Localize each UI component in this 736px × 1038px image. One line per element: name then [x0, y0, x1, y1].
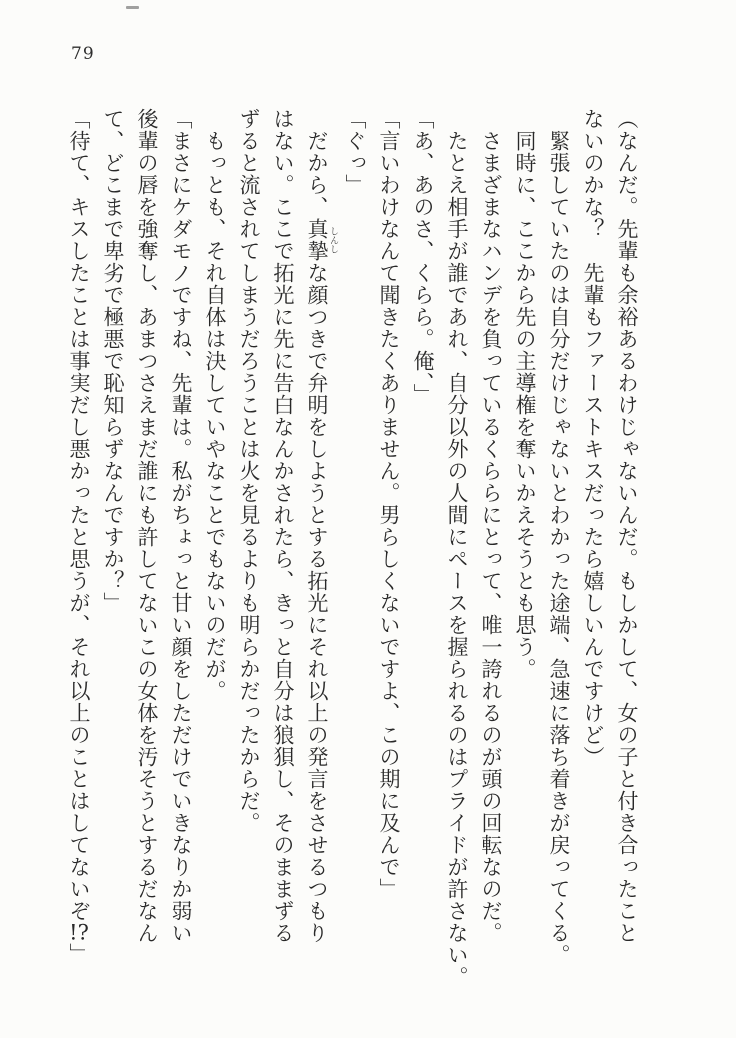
- text-line: （なんだ。先輩も余裕あるわけじゃないんだ。もしかして、女の子と付き合ったこと: [615, 108, 639, 944]
- text-line: ないのかな？ 先輩もファーストキスだったら嬉しいんですけど）: [581, 108, 605, 768]
- text-line: 「言いわけなんて聞きたくありません。男らしくないですよ、この期に及んで」: [377, 108, 401, 900]
- text-line: て、どこまで卑劣で極悪で恥知らずなんですか？」: [101, 108, 125, 614]
- scan-artifact-mark: [126, 6, 139, 9]
- text-line: 「まさにケダモノですね、先輩は。私がちょっと甘い顔をしただけでいきなりか弱い: [169, 108, 193, 944]
- page-body: [62, 108, 644, 992]
- text-line: さまざまなハンデを負っているくららにとって、唯一誇れるのが頭の回転なのだ。: [479, 130, 503, 944]
- tate-chu-yoko: !?: [69, 922, 89, 943]
- text-line: 同時に、ここから先の主導権を奪いかえそうとも思う。: [513, 130, 537, 680]
- text-line: 「待て、キスしたことは事実だし悪かったと思うが、それ以上のことはしてないぞ!?」: [67, 108, 91, 965]
- text-line: 「あ、あのさ、くらら。俺、」: [411, 108, 435, 406]
- text-line: たとえ相手が誰であれ、自分以外の人間にペースを握られるのはプライドが許さない。: [445, 130, 469, 988]
- text-line: 「ぐっ」: [343, 108, 367, 196]
- ruby-annotated-word: 真摯 しんし: [305, 218, 338, 262]
- text-line: 後輩の唇を強奪し、あまつさえまだ誰にも許してないこの女体を汚そうとするだなん: [135, 108, 159, 944]
- text-line: だから、真摯 しんしな顔つきで弁明をしようとする拓光にそれ以上の発言をさせるつもり: [305, 130, 338, 944]
- text-line: もっとも、それ自体は決していやなことでもないのだが。: [203, 130, 227, 702]
- text-line: 緊張していたのは自分だけじゃないとわかった途端、急速に落ち着きが戻ってくる。: [547, 130, 571, 966]
- text-line: はない。ここで拓光に先に告白なんかされたら、きっと自分は狼狽し、そのままずる: [271, 108, 295, 944]
- page-number: 79: [71, 44, 95, 64]
- text-line: ずると流されてしまうだろうことは火を見るよりも明らかだったからだ。: [237, 108, 261, 834]
